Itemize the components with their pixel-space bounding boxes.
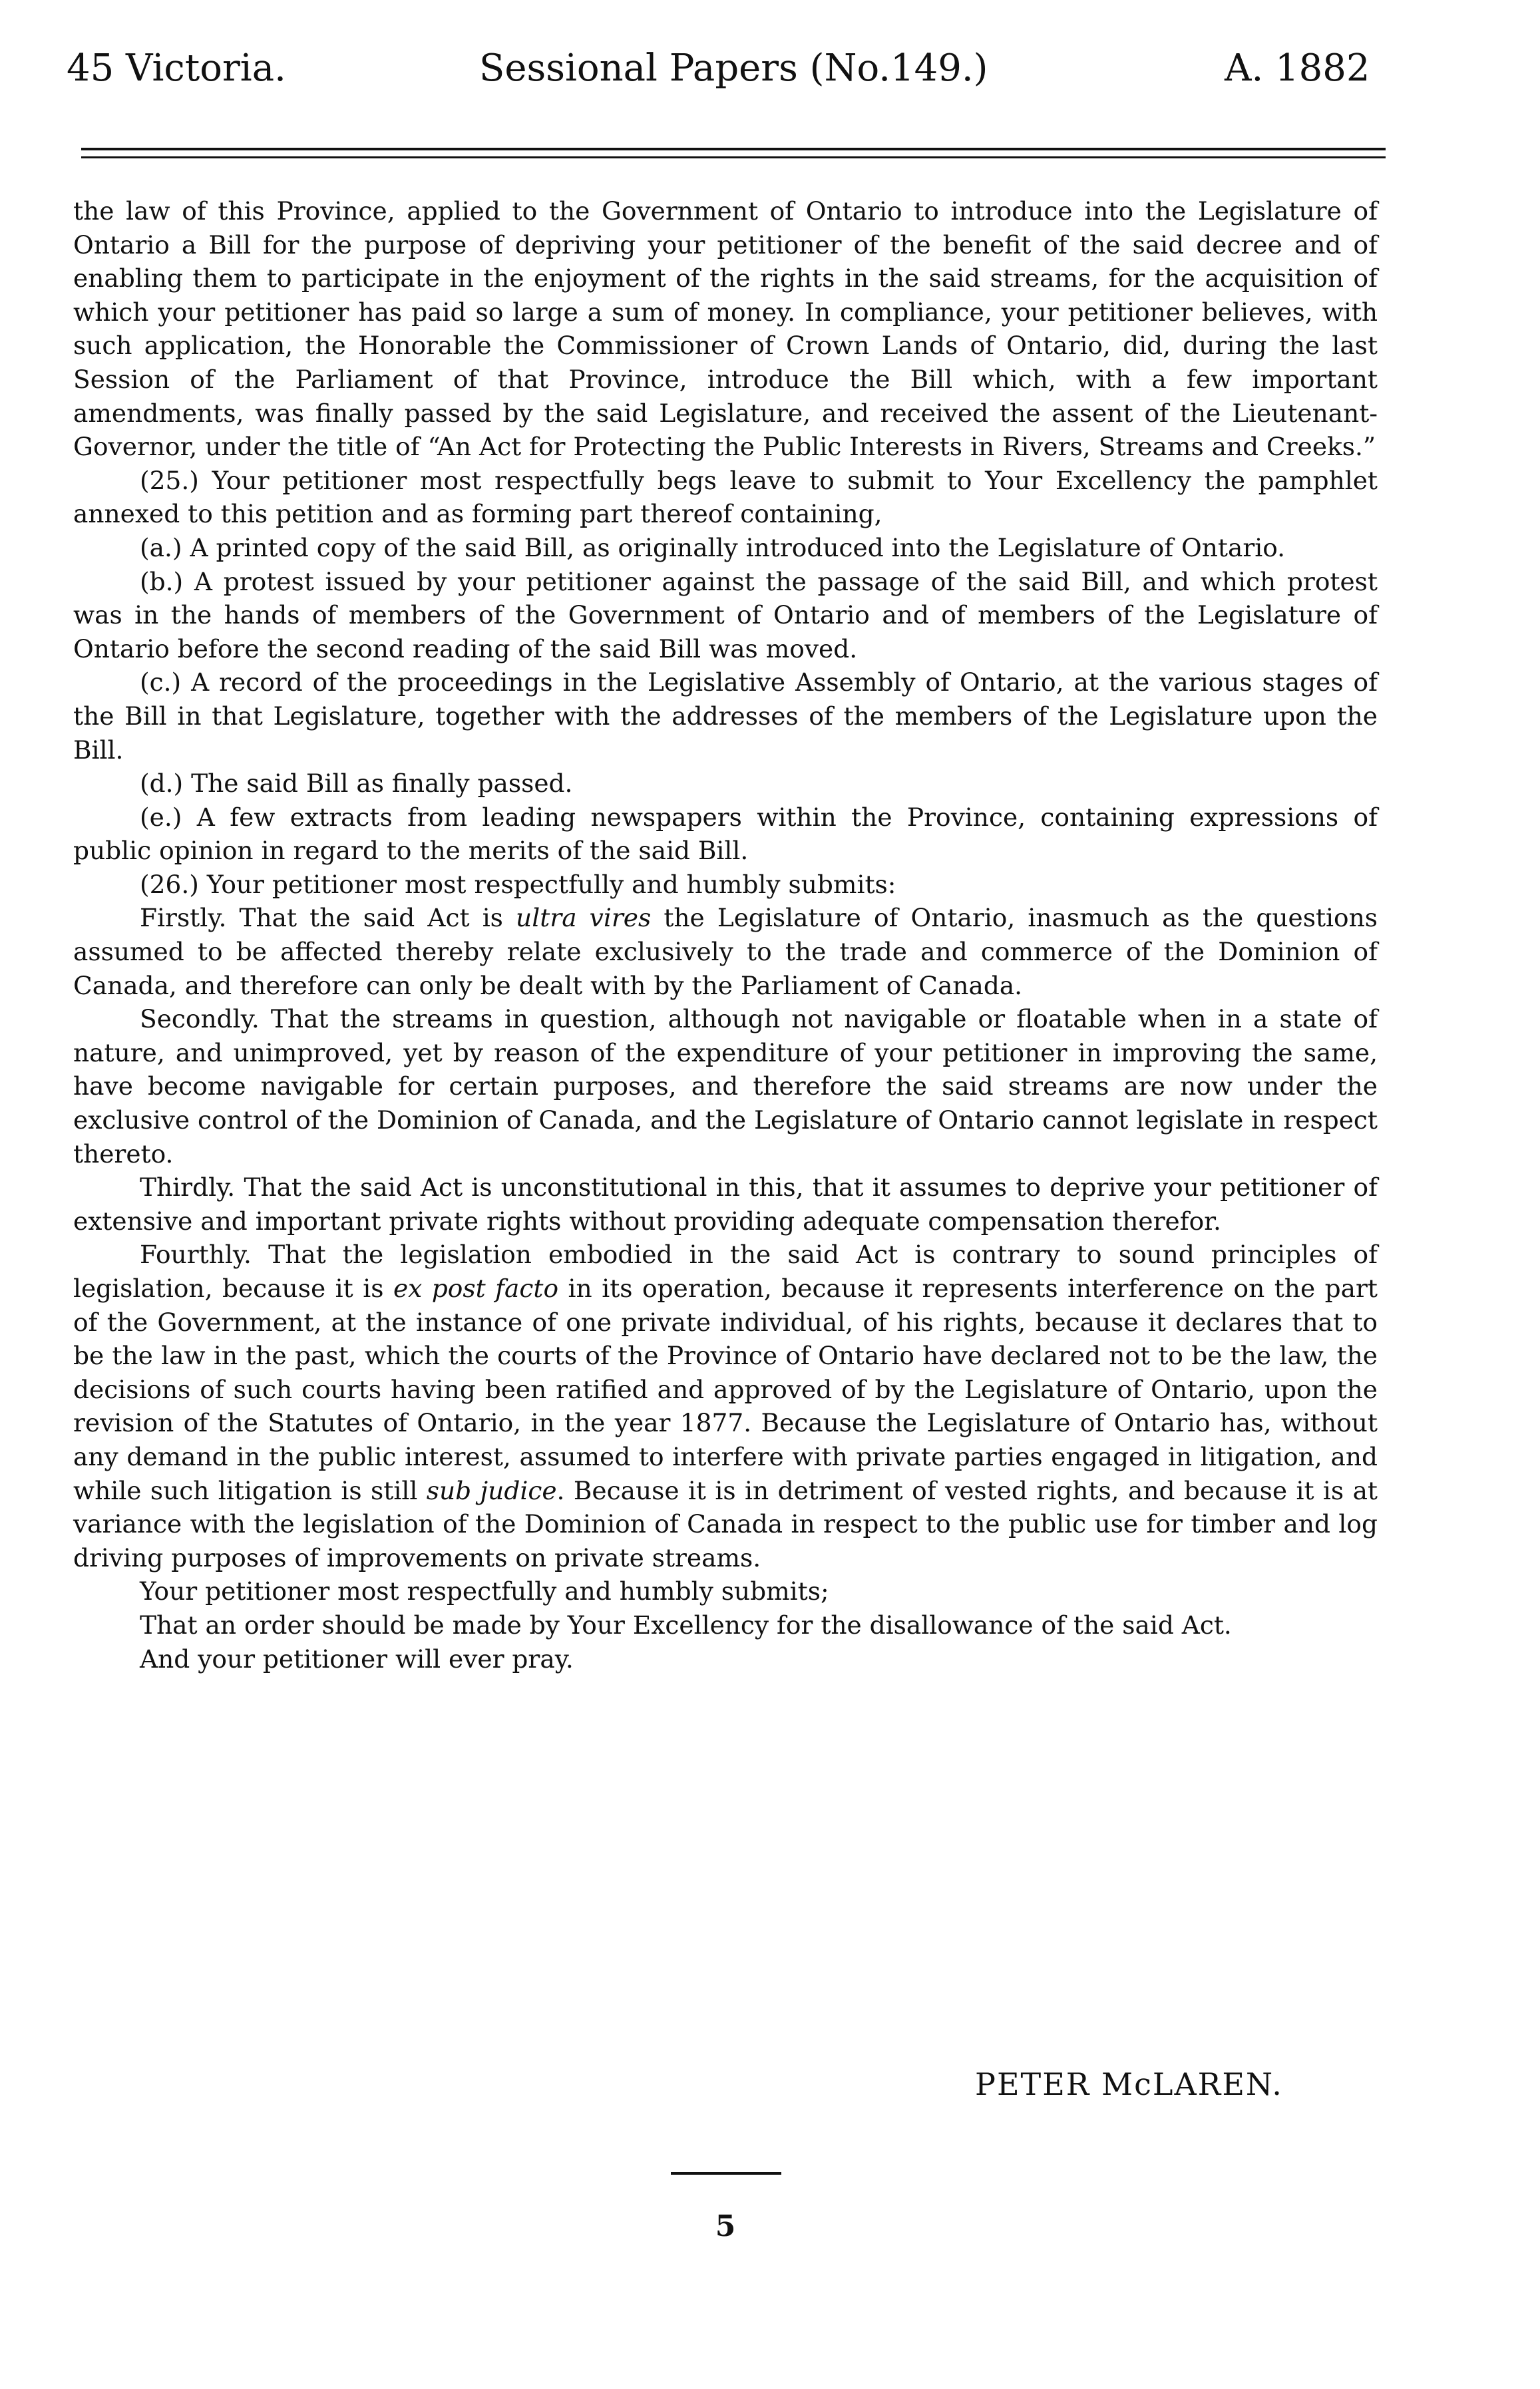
- paragraph-25: (25.) Your petitioner most respectfully begs leave to submit to Your Excellency the pamphlet annexed to this petition and as forming part thereof containing,: [73, 465, 1378, 529]
- page-number: 5: [715, 2209, 736, 2243]
- fourthly-italic-2: sub judice: [426, 1475, 557, 1505]
- paragraph-26: (26.) Your petitioner most respectfully and humbly submits:: [140, 869, 896, 899]
- paragraph-submits: Your petitioner most respectfully and humbly submits;: [140, 1576, 829, 1606]
- paragraph-pray: And your petitioner will ever pray.: [140, 1644, 574, 1674]
- fourthly-text: Fourthly. That the legislation embodied in the said Act is contrary to sound principles of legislation, because it is: [73, 1240, 1378, 1303]
- footer-rule: [671, 2172, 781, 2175]
- item-e: (e.) A few extracts from leading newspapers within the Province, containing expressions of public opinion in regard to the merits of the said Bill.: [73, 802, 1378, 866]
- petition-body: [73, 194, 1378, 1676]
- firstly-text-end: the Legislature of Ontario, inasmuch as the questions assumed to be affected thereby relate exclusively to the trade and commerce of the Dominion of Canada, and therefore can only be dealt with by the Parliament of Canada.: [73, 903, 1378, 1000]
- ground-firstly: [73, 901, 1378, 1002]
- item-d: (d.) The said Bill as finally passed.: [140, 769, 573, 799]
- header-session: 45 Victoria.: [67, 47, 286, 90]
- fourthly-text-mid: in its operation, because it represents interference on the part of the Government, at the instance of one private individual, of his rights, because it declares that to be the law in the past, which the courts of the Province of Ontario have declared not to be the law, the decisions of such courts having been ratified and approved of by the Legislature of Ontario, upon the revision of the Statutes of Ontario, in the year 1877. Because the Legislature of Ontario has, without any demand in the public interest, assumed to interfere with private parties engaged in litigation, and while such litigation is still: [73, 1274, 1378, 1505]
- ground-fourthly: [73, 1238, 1378, 1574]
- item-a: (a.) A printed copy of the said Bill, as originally introduced into the Legislature of Ontario.: [140, 532, 1286, 562]
- header-double-rule: [81, 148, 1386, 158]
- firstly-italic: ultra vires: [516, 903, 652, 933]
- signature: PETER McLAREN.: [975, 2066, 1283, 2102]
- paragraph-order: That an order should be made by Your Excellency for the disallowance of the said Act.: [140, 1610, 1232, 1640]
- header-title: Sessional Papers (No.149.): [479, 47, 988, 90]
- paragraph-continuation: the law of this Province, applied to the Government of Ontario to introduce into the Legislature of Ontario a Bill for the purpose of depriving your petitioner of the benefit of the said decree and of enabling them to participate in the enjoyment of the rights in the said streams, for the acquisition of which your petitioner has paid so large a sum of money. In compliance, your petitioner believes, with such application, the Honorable the Commissioner of Crown Lands of Ontario, did, during the last Session of the Parliament of that Province, introduce the Bill which, with a few important amendments, was finally passed by the said Legislature, and received the assent of the Lieutenant-Governor, under the title of “An Act for Protecting the Public Interests in Rivers, Streams and Creeks.”: [73, 196, 1378, 462]
- item-c: (c.) A record of the proceedings in the Legislative Assembly of Ontario, at the various stages of the Bill in that Legislature, together with the addresses of the members of the Legislature upon the Bill.: [73, 667, 1378, 765]
- ground-secondly: Secondly. That the streams in question, although not navigable or floatable when in a state of nature, and unimproved, yet by reason of the expenditure of your petitioner in improving the same, have become navigable for certain purposes, and therefore the said streams are now under the exclusive control of the Dominion of Canada, and the Legislature of Ontario cannot legislate in respect thereto.: [73, 1004, 1378, 1169]
- item-b: (b.) A protest issued by your petitioner against the passage of the said Bill, and which protest was in the hands of members of the Government of Ontario and of members of the Legislature of Ontario before the second reading of the said Bill was moved.: [73, 566, 1378, 663]
- header-year: A. 1882: [1225, 47, 1370, 90]
- fourthly-italic-1: ex post facto: [393, 1274, 559, 1303]
- fourthly-text-end: . Because it is in detriment of vested rights, and because it is at variance with the legislation of the Dominion of Canada in respect to the public use for timber and log driving purposes of improvements on private streams.: [73, 1475, 1378, 1572]
- ground-thirdly: Thirdly. That the said Act is unconstitutional in this, that it assumes to deprive your petitioner of extensive and important private rights without providing adequate compensation therefor.: [73, 1173, 1378, 1236]
- firstly-text: Firstly. That the said Act is: [140, 903, 516, 933]
- page-header: [67, 39, 1398, 98]
